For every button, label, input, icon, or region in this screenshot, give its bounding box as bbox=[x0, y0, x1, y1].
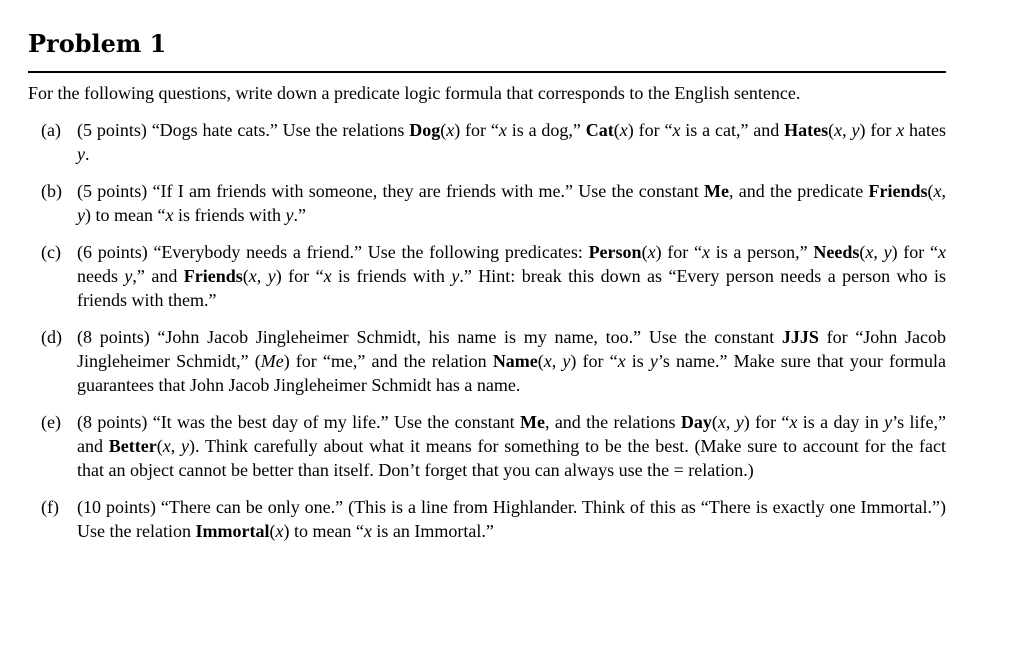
question-letter: (a) bbox=[41, 120, 61, 140]
title-rule bbox=[28, 71, 946, 73]
document-page bbox=[28, 28, 946, 556]
question-item bbox=[28, 240, 946, 312]
question-letter: (e) bbox=[41, 412, 61, 432]
question-text: (8 points) “It was the best day of my life.” Use the constant Me, and the relations Day(x, y) for “x is a day in y’s life,” and Better(x, y). Think carefully about what it means for something to be the best. (Make sure to account for the fact that an object cannot be better than itself. Don’t forget that you can always use the = relation.) bbox=[77, 412, 947, 480]
question-text: (6 points) “Everybody needs a friend.” Use the following predicates: Person(x) for “x is a person,” Needs(x, y) for “x needs y,” and Friends(x, y) for “x is friends with y.” Hint: break this down as “Every person needs a person who is friends with them.” bbox=[77, 242, 947, 310]
question-list bbox=[28, 118, 946, 543]
question-letter: (d) bbox=[41, 327, 62, 347]
problem-title: Problem 1 bbox=[28, 29, 167, 58]
question-text: (8 points) “John Jacob Jingleheimer Schmidt, his name is my name, too.” Use the constant JJJS for “John Jacob Jingleheimer Schmidt,” (Me) for “me,” and the relation Name(x, y) for “x is y’s name.” Make sure that your formula guarantees that John Jacob Jingleheimer Schmidt has a name. bbox=[77, 327, 947, 395]
problem-intro: For the following questions, write down a predicate logic formula that corresponds to the English sentence. bbox=[28, 83, 801, 103]
question-text: (5 points) “If I am friends with someone, they are friends with me.” Use the constant Me, and the predicate Friends(x, y) to mean “x is friends with y.” bbox=[77, 181, 946, 225]
question-item bbox=[28, 179, 946, 227]
question-text: (10 points) “There can be only one.” (This is a line from Highlander. Think of this as “There is exactly one Immortal.”) Use the relation Immortal(x) to mean “x is an Immortal.” bbox=[77, 497, 946, 541]
question-text: (5 points) “Dogs hate cats.” Use the relations Dog(x) for “x is a dog,” Cat(x) for “x is a cat,” and Hates(x, y) for x hates y. bbox=[77, 120, 947, 164]
question-letter: (b) bbox=[41, 181, 62, 201]
question-item bbox=[28, 495, 946, 543]
question-item bbox=[28, 410, 946, 482]
question-letter: (f) bbox=[41, 497, 59, 517]
question-letter: (c) bbox=[41, 242, 61, 262]
question-item bbox=[28, 325, 946, 397]
question-item bbox=[28, 118, 946, 166]
